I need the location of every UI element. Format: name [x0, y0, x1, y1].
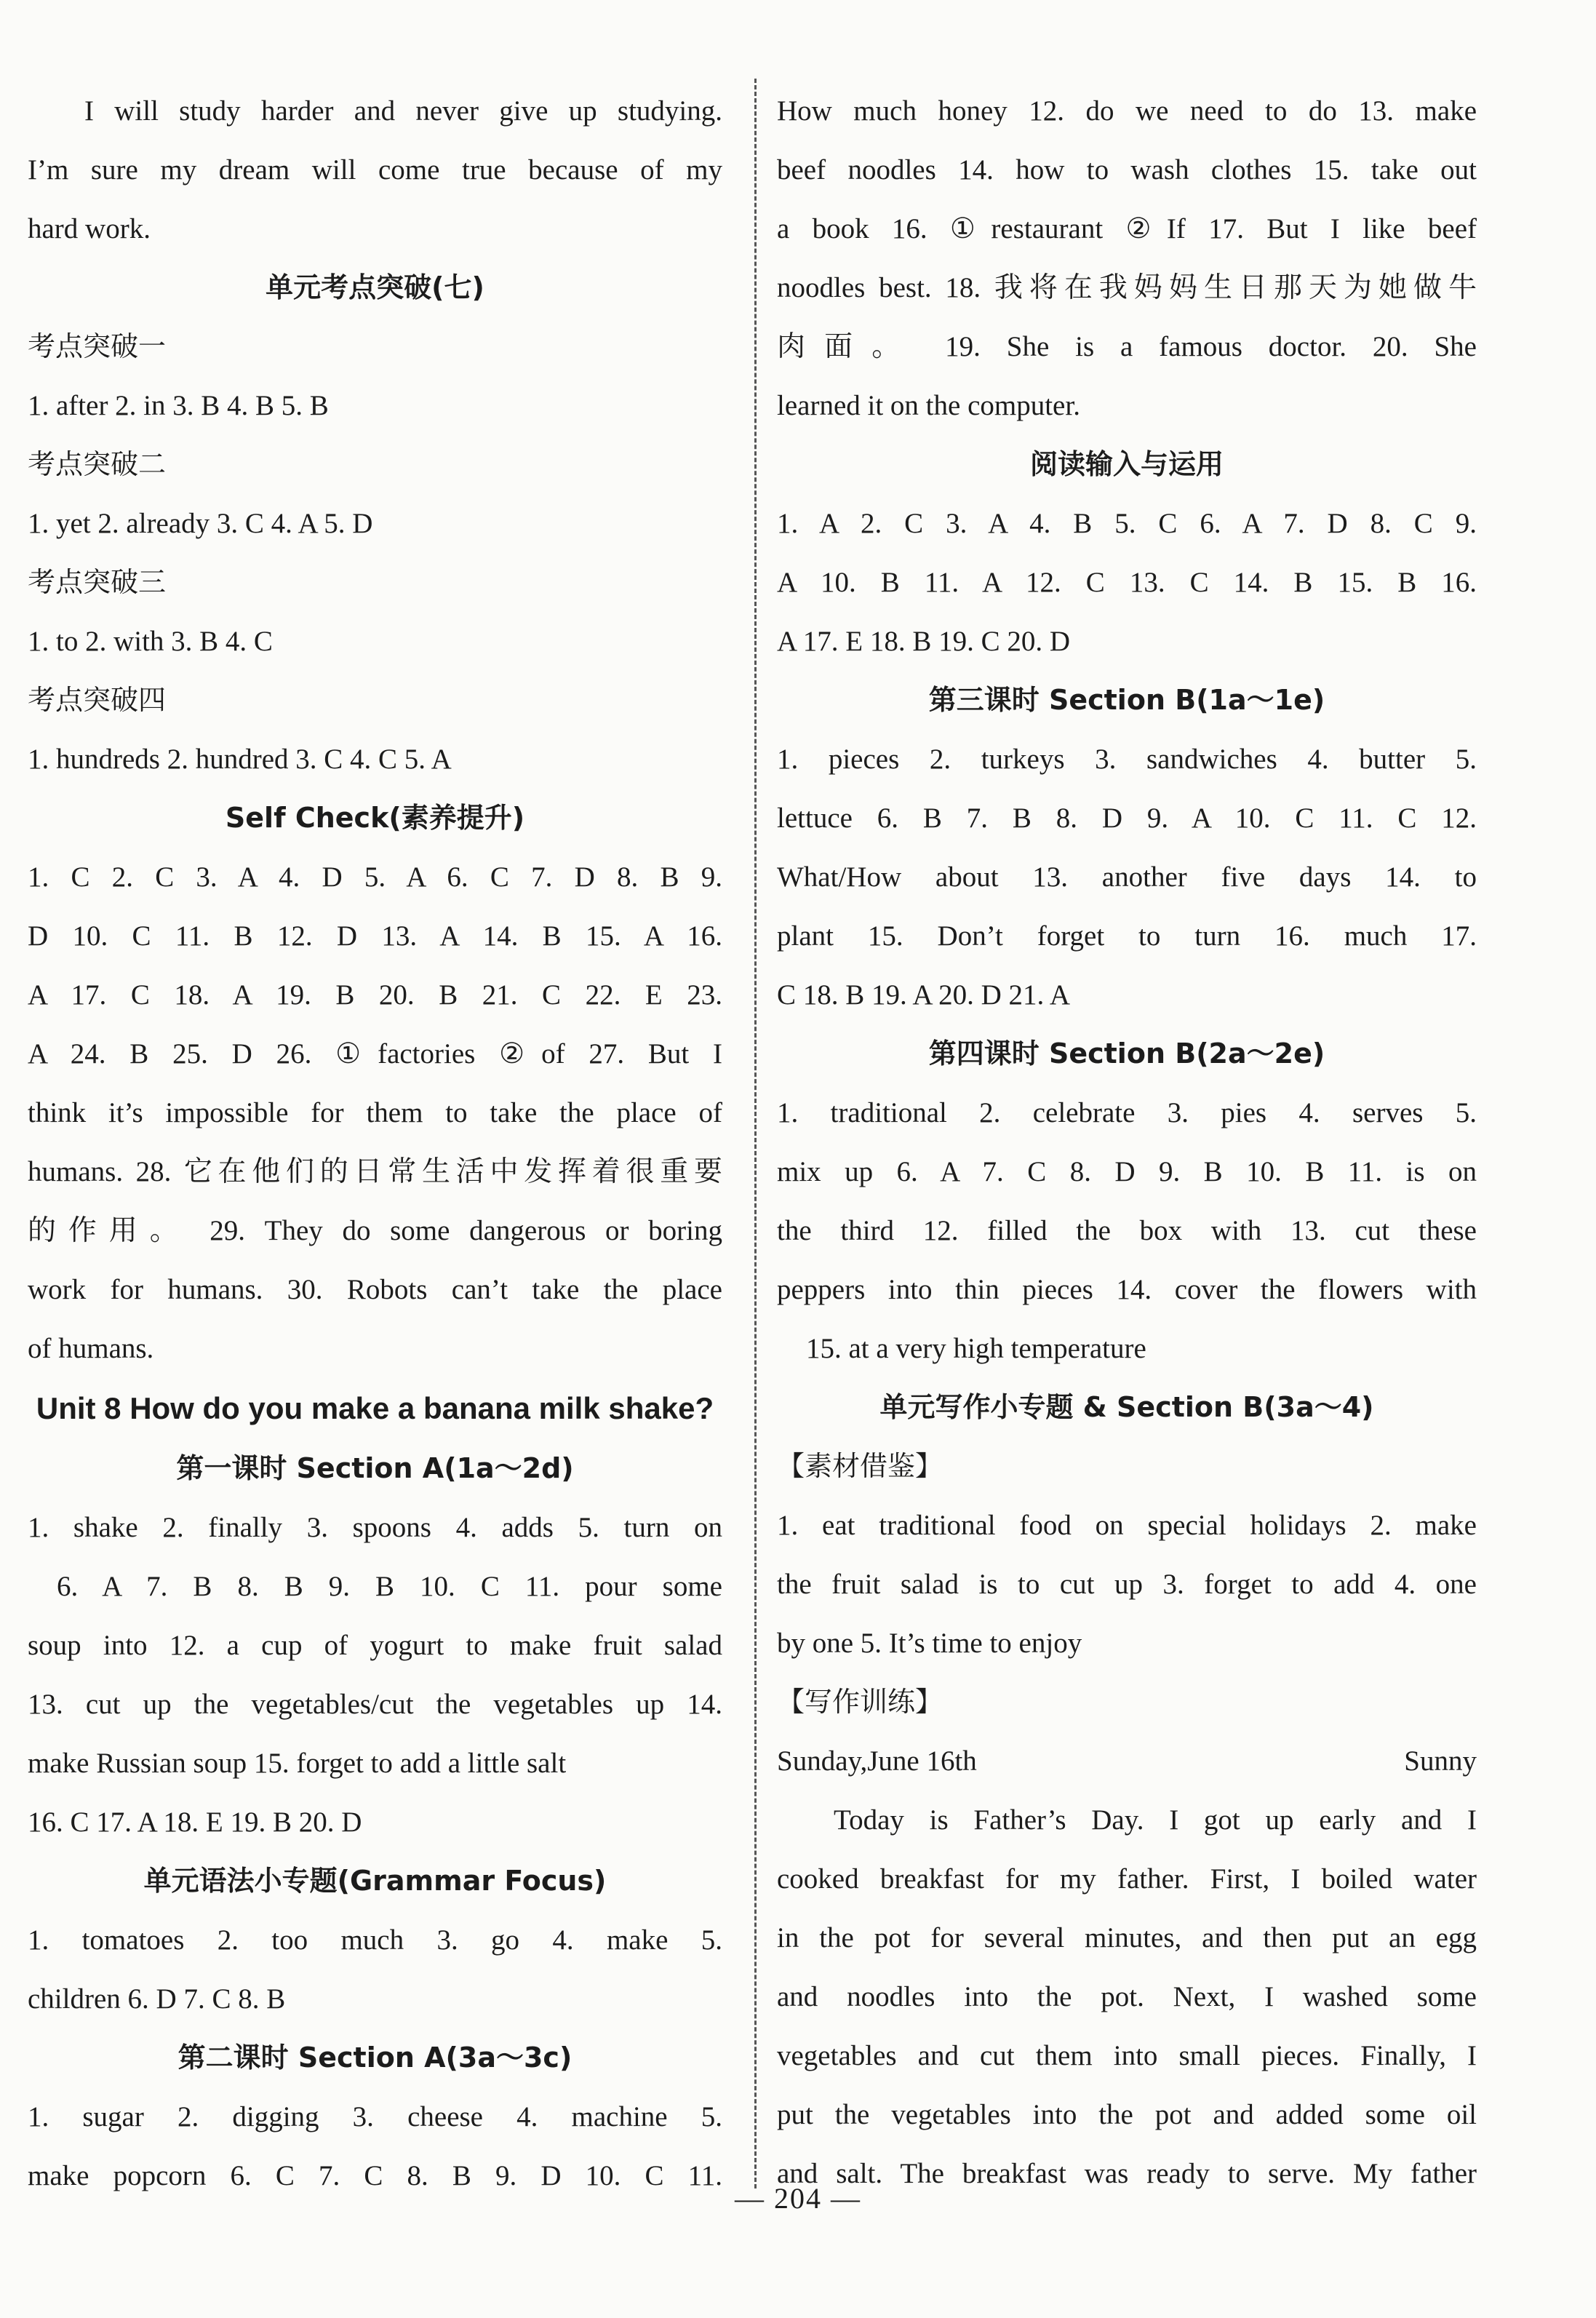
section-heading: 第四课时 Section B(2a～2e) [928, 1037, 1325, 1070]
answer-line: humans. 28. 它在他们的日常生活中发挥着很重要 [28, 1156, 722, 1187]
answer-line: 1. to 2. with 3. B 4. C [28, 626, 273, 657]
answer-line: the fruit salad is to cut up 3. forget to add 4. one [777, 1569, 1477, 1600]
diary-header [777, 1732, 1477, 1791]
answer-line: 1. yet 2. already 3. C 4. A 5. D [28, 508, 373, 539]
answer-line: think it’s impossible for them to take the place of [28, 1097, 722, 1128]
answer-line: 1. tomatoes 2. too much 3. go 4. make 5. [28, 1924, 722, 1956]
section-heading: 单元考点突破(七) [266, 271, 484, 303]
subsection-label: 【写作训练】 [777, 1686, 943, 1718]
answer-line: 1. eat traditional food on special holidays 2. make [777, 1510, 1477, 1541]
answer-line: children 6. D 7. C 8. B [28, 1983, 286, 2015]
answer-line: 1. A 2. C 3. A 4. B 5. C 6. A 7. D 8. C 9. [777, 508, 1477, 539]
text-line: I will study harder and never give up studying. [84, 95, 722, 127]
answer-line: of humans. [28, 1333, 154, 1364]
answer-line: 1. sugar 2. digging 3. cheese 4. machine 5. [28, 2101, 722, 2132]
answer-line: peppers into thin pieces 14. cover the flowers with [777, 1274, 1477, 1305]
answer-line: 6. A 7. B 8. B 9. B 10. C 11. pour some [57, 1571, 722, 1602]
answer-line: 13. cut up the vegetables/cut the vegetables up 14. [28, 1689, 722, 1720]
left-column [28, 81, 722, 2205]
answer-line: make popcorn 6. C 7. C 8. B 9. D 10. C 11. [28, 2160, 722, 2191]
answer-line: 1. after 2. in 3. B 4. B 5. B [28, 390, 329, 421]
diary-date: Sunday,June 16th [777, 1745, 977, 1777]
answer-line: make Russian soup 15. forget to add a little salt [28, 1748, 567, 1779]
answer-line: 肉面。 19. She is a famous doctor. 20. She [777, 331, 1477, 362]
essay-line: put the vegetables into the pot and added some oil [777, 2099, 1477, 2130]
column-divider [754, 79, 757, 2188]
answer-line: 1. traditional 2. celebrate 3. pies 4. serves 5. [777, 1097, 1477, 1128]
answer-line: A 10. B 11. A 12. C 13. C 14. B 15. B 16. [777, 567, 1477, 598]
answer-line: work for humans. 30. Robots can’t take the place [28, 1274, 722, 1305]
subsection-label: 考点突破二 [28, 448, 167, 480]
page-number: — 204 — [735, 2182, 861, 2215]
essay-line: vegetables and cut them into small pieces. Finally, I [777, 2040, 1477, 2071]
answer-line: 1. shake 2. finally 3. spoons 4. adds 5. turn on [28, 1512, 722, 1543]
section-heading: 第二课时 Section A(3a～3c) [177, 2042, 572, 2074]
answer-line: A 24. B 25. D 26. ①factories ②of 27. But I [28, 1038, 722, 1070]
answer-line: C 18. B 19. A 20. D 21. A [777, 979, 1071, 1011]
text-line: hard work. [28, 213, 151, 244]
answer-line: a book 16. ①restaurant ②If 17. But I like beef [777, 213, 1477, 244]
answer-line: A 17. E 18. B 19. C 20. D [777, 626, 1071, 657]
essay-line: Today is Father’s Day. I got up early and I [834, 1804, 1477, 1836]
unit-title: Unit 8 How do you make a banana milk shake? [36, 1391, 714, 1425]
section-heading: 单元语法小专题(Grammar Focus) [143, 1865, 607, 1897]
answer-line: What/How about 13. another five days 14. to [777, 861, 1477, 893]
answer-line: 1. pieces 2. turkeys 3. sandwiches 4. butter 5. [777, 744, 1477, 775]
answer-line: beef noodles 14. how to wash clothes 15. take out [777, 154, 1477, 186]
essay-line: cooked breakfast for my father. First, I boiled water [777, 1863, 1477, 1895]
right-column [777, 81, 1477, 2203]
diary-weather: Sunny [1404, 1745, 1477, 1777]
answer-line: 16. C 17. A 18. E 19. B 20. D [28, 1807, 362, 1838]
subsection-label: 考点突破三 [28, 566, 167, 598]
section-heading: 第一课时 Section A(1a～2d) [176, 1452, 574, 1484]
answer-line: soup into 12. a cup of yogurt to make fruit salad [28, 1630, 722, 1661]
answer-line: noodles best. 18. 我将在我妈妈生日那天为她做牛 [777, 272, 1477, 303]
answer-line: A 17. C 18. A 19. B 20. B 21. C 22. E 23. [28, 979, 722, 1011]
answer-line: by one 5. It’s time to enjoy [777, 1628, 1082, 1659]
answer-line: the third 12. filled the box with 13. cut these [777, 1215, 1477, 1246]
answer-line: mix up 6. A 7. C 8. D 9. B 10. B 11. is on [777, 1156, 1477, 1187]
answer-line: D 10. C 11. B 12. D 13. A 14. B 15. A 16. [28, 920, 722, 952]
section-heading: 第三课时 Section B(1a～1e) [928, 684, 1325, 716]
answer-line: How much honey 12. do we need to do 13. make [777, 95, 1477, 127]
answer-line: lettuce 6. B 7. B 8. D 9. A 10. C 11. C 12. [777, 802, 1477, 834]
answer-line: learned it on the computer. [777, 390, 1080, 421]
answer-line: plant 15. Don’t forget to turn 16. much 17. [777, 920, 1477, 952]
answer-line: 1. C 2. C 3. A 4. D 5. A 6. C 7. D 8. B 9. [28, 861, 722, 893]
text-line: I’m sure my dream will come true because of my [28, 154, 722, 186]
section-heading: 单元写作小专题 & Section B(3a～4) [879, 1391, 1374, 1423]
subsection-label: 【素材借鉴】 [777, 1450, 943, 1482]
essay-line: and noodles into the pot. Next, I washed some [777, 1981, 1477, 2012]
subsection-label: 考点突破四 [28, 684, 167, 716]
answer-line: 15. at a very high temperature [806, 1333, 1146, 1364]
answer-line: 的作用。 29. They do some dangerous or boring [28, 1215, 722, 1246]
answer-line: 1. hundreds 2. hundred 3. C 4. C 5. A [28, 744, 452, 775]
section-heading: Self Check(素养提升) [225, 802, 525, 834]
section-heading: 阅读输入与运用 [1029, 448, 1224, 480]
subsection-label: 考点突破一 [28, 330, 167, 362]
essay-line: and salt. The breakfast was ready to serve. My father [777, 2158, 1477, 2189]
essay-line: in the pot for several minutes, and then put an egg [777, 1922, 1477, 1953]
